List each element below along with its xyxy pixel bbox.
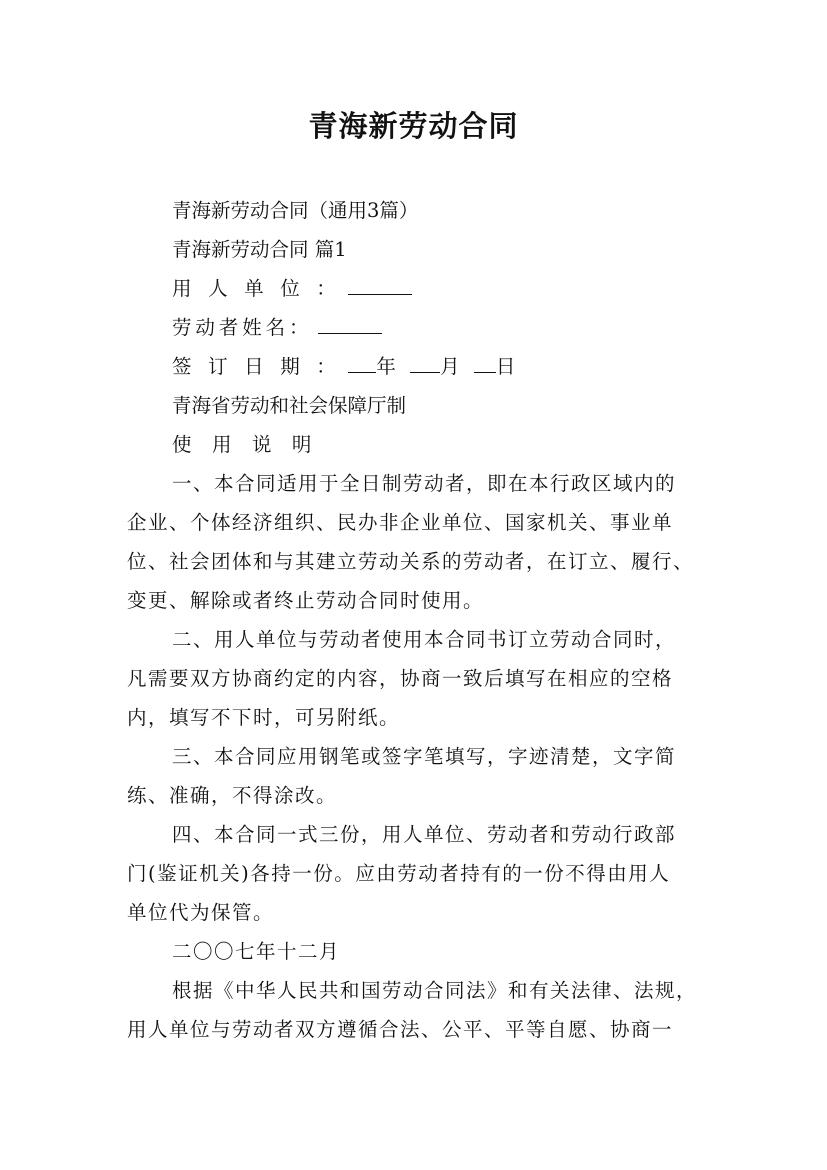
paragraph-line: 根据《中华人民共和国劳动合同法》和有关法律、法规，	[172, 979, 698, 1002]
paragraph-line: 企业、个体经济组织、民办非企业单位、国家机关、事业单	[127, 511, 674, 534]
sign-date-field-row	[172, 348, 752, 386]
date-line: 二〇〇七年十二月	[172, 940, 341, 963]
paragraph-line: 一、本合同适用于全日制劳动者，即在本行政区域内的	[172, 472, 677, 495]
year-blank[interactable]	[348, 350, 376, 373]
paragraph-line: 练、准确，不得涂改。	[127, 784, 338, 807]
sign-date-label: 签订日期：	[172, 355, 353, 378]
paragraph-line: 凡需要双方协商约定的内容，协商一致后填写在相应的空格	[127, 667, 674, 690]
employer-blank[interactable]	[348, 272, 412, 295]
instructions-heading: 使用说明	[172, 433, 332, 456]
paragraph-line: 门(鉴证机关)各持一份。应由劳动者持有的一份不得由用人	[127, 862, 671, 885]
employer-label: 用人单位：	[172, 277, 353, 300]
paragraph-line: 单位代为保管。	[127, 901, 275, 924]
document-title: 青海新劳动合同	[308, 109, 519, 143]
worker-name-blank[interactable]	[318, 311, 382, 334]
month-unit: 月	[440, 355, 460, 378]
paragraph-line: 位、社会团体和与其建立劳动关系的劳动者，在订立、履行、	[127, 550, 695, 573]
day-blank[interactable]	[474, 350, 496, 373]
paragraph-line: 内，填写不下时，可另附纸。	[127, 706, 401, 729]
paragraph-line: 变更、解除或者终止劳动合同时使用。	[127, 589, 485, 612]
subtitle: 青海新劳动合同（通用3篇）	[172, 199, 419, 222]
paragraph-line: 用人单位与劳动者双方遵循合法、公平、平等自愿、协商一	[127, 1018, 674, 1041]
section-heading: 青海新劳动合同 篇1	[172, 238, 347, 261]
year-unit: 年	[376, 355, 396, 378]
paragraph-line: 四、本合同一式三份，用人单位、劳动者和劳动行政部	[172, 823, 677, 846]
paragraph-line: 二、用人单位与劳动者使用本合同书订立劳动合同时，	[172, 628, 677, 651]
employer-field-row	[172, 270, 752, 308]
issuer-line: 青海省劳动和社会保障厅制	[172, 394, 407, 417]
day-unit: 日	[495, 355, 516, 378]
worker-name-field-row	[172, 309, 752, 347]
paragraph-line: 三、本合同应用钢笔或签字笔填写，字迹清楚，文字简	[172, 745, 677, 768]
worker-name-label: 劳动者姓名：	[172, 316, 313, 339]
month-blank[interactable]	[410, 350, 440, 373]
